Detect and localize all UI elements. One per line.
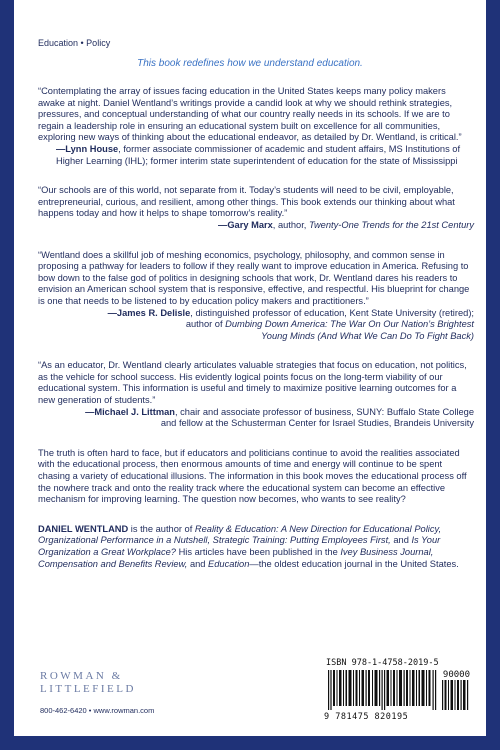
endorser-name: —Lynn House (56, 143, 119, 154)
bio-book-title: Is Your Organization a Great Workplace? (38, 535, 441, 557)
endorser-book: Dumbing Down America: The War On Our Nation’s Brightest Young Minds (And What We Can Do To Fight Back) (225, 319, 474, 341)
author-bio (38, 524, 474, 570)
quote-text: “As an educator, Dr. Wentland clearly articulates valuable strategies that focus on education, not politics, as the vehicle for school success. His evidently logical points focus on the long-term viability of our educational system. This information is useful and timely to maximize positive learning outcomes for a new generation of students.” (38, 360, 467, 406)
endorser-name: —James R. Delisle (107, 307, 191, 318)
endorsement-2 (38, 185, 474, 231)
tagline: This book redefines how we understand education. (137, 58, 363, 69)
publisher-contact: 800-462-6420 • www.rowman.com (40, 706, 155, 715)
endorser-title: , distinguished professor of education, Kent State University (retired); (190, 307, 474, 318)
quote-attribution (38, 308, 474, 320)
endorser-name: —Gary Marx (218, 219, 273, 230)
bio-text: —the oldest education journal in the United States. (249, 558, 459, 569)
bio-text: His articles have been published in the (175, 547, 341, 557)
back-cover (14, 0, 486, 736)
endorser-title: , former associate commissioner of academic and student affairs, MS Institutions of Higher Learning (IHL); former interim state superintendent of education for the state of Mississippi (56, 143, 461, 166)
quote-text: “Contemplating the array of issues facing education in the United States keeps many policy makers awake at night. Daniel Wentland’s writings provide a candid look at why we should rethink strategies, pressures, and conceptual understanding of what our country really needs in its schools. If we are to regain a leadership role in ensuring an educational system built on excellence for all communities, exploring new ways of thinking about the educational endeavor, as detailed by Dr. Wentland, is critical.” (38, 86, 462, 143)
endorser-book: Twenty-One Trends for the 21st Century (308, 219, 474, 230)
quote-text: “Our schools are of this world, not separate from it. Today’s students will need to be civil, employable, entrepreneurial, curious, and resilient, among other things. This book extends our thinking about what happens today and how it helps to shape tomorrow’s reality.” (38, 185, 455, 219)
quote-text: “Wentland does a skillful job of meshing economics, psychology, philosophy, and common sense in proposing a pathway for leaders to follow if they really want to improve education in America. Refusing to bow down to the false god of politics in designing schools that work, Dr. Wentland dares his readers to envision an American school system that is responsive, effective, and respectful. His blueprint for change is one that needs to be listened to by education policy makers and practitioners.” (38, 249, 470, 306)
endorsement-1 (38, 86, 474, 167)
bio-text: and (187, 558, 209, 569)
isbn-barcode (324, 658, 472, 724)
endorser-title: , author, (272, 219, 309, 230)
category-label: Education • Policy (38, 38, 111, 48)
quote-attribution (38, 144, 474, 167)
endorser-title: , chair and associate professor of business, SUNY: Buffalo State College (174, 406, 474, 417)
quote-attribution-2: and fellow at the Schusterman Center for Israel Studies, Brandeis University (160, 418, 474, 429)
bio-journal-title: Education (208, 558, 250, 569)
barcode-bars-icon (328, 670, 438, 710)
bio-journal-titles: Ivey Business Journal, Compensation and Benefits Review, (38, 547, 434, 569)
endorsement-3 (38, 250, 474, 343)
price-barcode-bars-icon (442, 680, 470, 710)
publisher-logo (40, 670, 136, 696)
publisher-logo-line2: LITTLEFIELD (40, 683, 136, 695)
quote-attribution (38, 407, 474, 419)
quote-attribution-2 (38, 319, 474, 342)
endorser-name: —Michael J. Littman (85, 406, 175, 417)
endorser-title-2: author of (185, 319, 226, 330)
bio-book-titles: Reality & Education: A New Direction for Educational Policy, Organizational Performance in a Nutshell, Strategic Training: Putting Employees First, (38, 523, 442, 546)
endorsement-4 (38, 360, 474, 430)
quote-attribution (38, 220, 474, 232)
closing-paragraph: The truth is often hard to face, but if educators and politicians continue to avoid the realities associated with the educational process, then enormous amounts of time and energy will continue to be spent chasing a variety of educational illusions. The information in this book moves the educational process off the nowhere track and onto the reality track where the educational system can become an effective mechanism for improving learning. The question now becomes, who wants to see reality? (38, 447, 467, 505)
isbn-text: ISBN 978-1-4758-2019-5 (326, 658, 439, 668)
ean-digits: 9 781475 820195 (324, 712, 409, 722)
price-code: 90000 (442, 670, 470, 680)
bio-text: and (390, 535, 412, 546)
author-name: DANIEL WENTLAND (38, 523, 129, 534)
publisher-logo-line1: ROWMAN & (40, 670, 123, 682)
bio-text: is the author of (128, 523, 195, 534)
cover-content (38, 86, 474, 570)
